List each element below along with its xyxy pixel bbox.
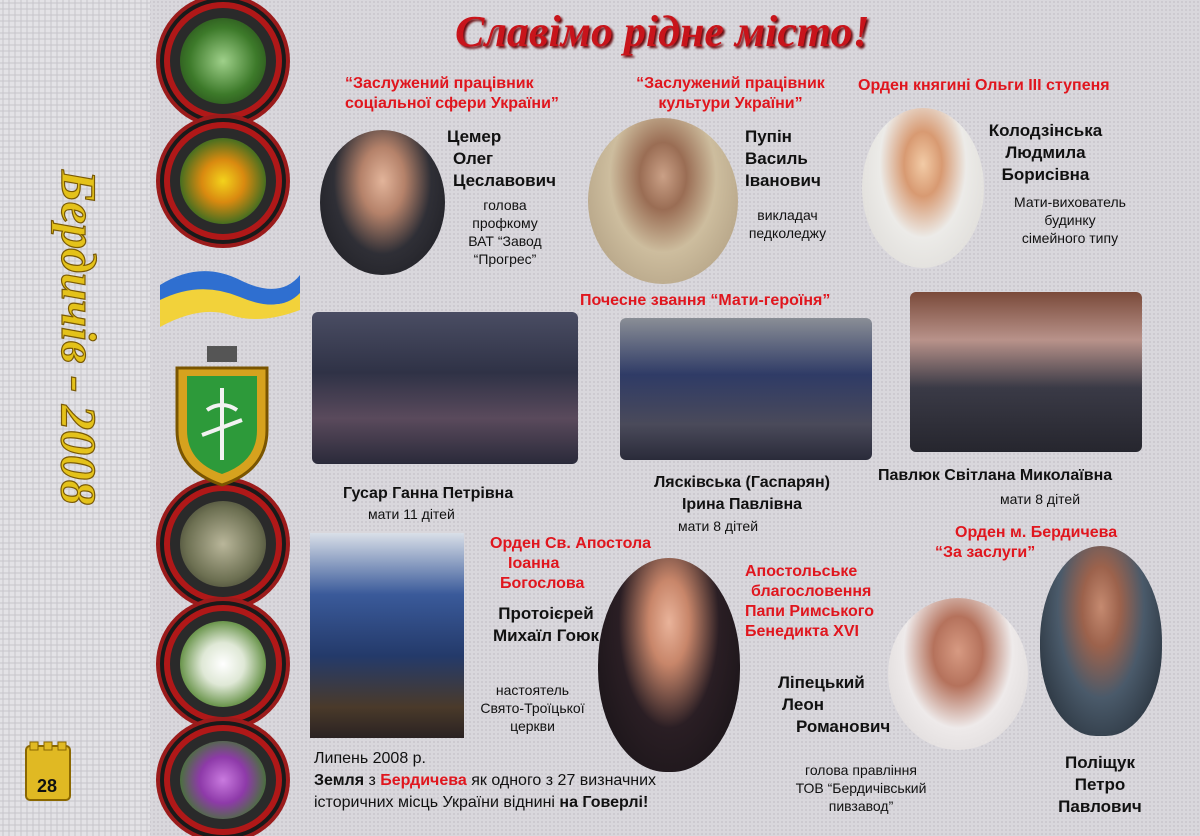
desc-line: ВАТ “Завод bbox=[468, 233, 542, 249]
name-line: Борисівна bbox=[1001, 165, 1090, 184]
portrait-photo bbox=[888, 598, 1028, 750]
award-line: Папи Римського bbox=[745, 603, 875, 620]
portrait-photo bbox=[862, 108, 984, 268]
caption-place: на Говерлі! bbox=[559, 794, 649, 811]
desc-line: церкви bbox=[510, 718, 555, 734]
side-title-text: Бердичів - 2008 bbox=[51, 170, 107, 506]
portrait-photo bbox=[588, 118, 738, 284]
person-name bbox=[778, 672, 890, 738]
name-line: Ірина Павлівна bbox=[681, 496, 803, 513]
coat-of-arms-icon bbox=[162, 340, 282, 490]
caption-date: Липень 2008 р. bbox=[314, 750, 426, 767]
award-title: “Заслужений працівник культури України” bbox=[636, 75, 825, 112]
person-description bbox=[735, 206, 840, 242]
caption-line bbox=[314, 770, 656, 792]
name-line: Пупін bbox=[745, 127, 792, 146]
caption-city: Бердичева bbox=[380, 772, 467, 789]
award-title: Орден княгині Ольги ІІІ ступеня bbox=[858, 77, 1110, 94]
caption-text: як одного з 27 визначних bbox=[466, 772, 657, 789]
award-line: Бенедикта XVI bbox=[745, 623, 859, 640]
name-line: Петро bbox=[1074, 775, 1126, 794]
desc-line: пивзавод” bbox=[828, 798, 894, 814]
name-line: Ліпецький bbox=[778, 673, 865, 692]
name-line: Лясківська (Гаспарян) bbox=[654, 474, 830, 491]
desc-line: “Прогрес” bbox=[473, 251, 537, 267]
flower-medallion bbox=[164, 122, 282, 240]
person-description bbox=[465, 681, 600, 735]
family-description: мати 8 дітей bbox=[1000, 491, 1081, 507]
desc-line: настоятель bbox=[495, 682, 570, 698]
award-line: Богослова bbox=[500, 575, 585, 592]
award-title bbox=[745, 562, 874, 642]
name-line: Романович bbox=[796, 717, 891, 736]
event-photo bbox=[310, 533, 464, 738]
name-line: Іванович bbox=[745, 171, 821, 190]
flower-medallion bbox=[164, 605, 282, 723]
name-line: Леон bbox=[782, 695, 825, 714]
family-name: Павлюк Світлана Миколаївна bbox=[878, 467, 1113, 484]
portrait-photo bbox=[320, 130, 445, 275]
name-line: Михаїл Гоюк bbox=[492, 626, 600, 645]
award-line: Орден Св. Апостола bbox=[490, 535, 652, 552]
award-title: “Заслужений працівник соціальної сфери України” bbox=[345, 75, 559, 112]
name-line: Цеславович bbox=[453, 171, 556, 190]
award-line: Іоанна bbox=[508, 555, 560, 572]
name-line: Поліщук bbox=[1064, 753, 1135, 772]
portrait-photo bbox=[598, 558, 740, 772]
flower-medallions-column bbox=[150, 0, 300, 836]
name-line: Колодзінська bbox=[988, 121, 1103, 140]
name-line: Павлович bbox=[1058, 797, 1142, 816]
desc-line: викладач bbox=[757, 207, 818, 223]
family-photo bbox=[312, 312, 578, 464]
desc-line: педколеджу bbox=[748, 225, 827, 241]
desc-line: Свято-Троїцької bbox=[480, 700, 585, 716]
award-line: Апостольське bbox=[745, 563, 858, 580]
caption-text: з bbox=[364, 772, 381, 789]
desc-line: Мати-вихователь bbox=[1014, 194, 1126, 210]
name-line: Протоієрей bbox=[498, 604, 594, 623]
desc-line: ТОВ “Бердичівський bbox=[795, 780, 927, 796]
flower-medallion bbox=[164, 485, 282, 603]
person-name bbox=[1040, 752, 1160, 818]
caption-text: Земля bbox=[314, 772, 365, 789]
person-name bbox=[745, 126, 821, 192]
person-name bbox=[447, 126, 556, 192]
desc-line: голова bbox=[483, 197, 527, 213]
caption-line bbox=[314, 792, 656, 814]
side-title-vertical bbox=[40, 170, 107, 650]
award-title: Почесне звання “Мати-героїня” bbox=[580, 292, 831, 309]
caption-text: історичних місць України віднині bbox=[314, 794, 560, 811]
portrait-photo bbox=[1040, 546, 1162, 736]
name-line: Людмила bbox=[1005, 143, 1086, 162]
name-line: Василь bbox=[745, 149, 808, 168]
desc-line: профкому bbox=[472, 215, 538, 231]
family-name bbox=[632, 472, 852, 516]
award-line: благословення bbox=[751, 583, 872, 600]
page-number: 28 bbox=[37, 776, 58, 796]
award-line: Орден м. Бердичева bbox=[955, 524, 1118, 541]
person-name bbox=[983, 120, 1108, 186]
family-photo bbox=[620, 318, 872, 460]
family-description: мати 8 дітей bbox=[678, 518, 759, 534]
name-line: Цемер bbox=[447, 127, 502, 146]
name-line: Олег bbox=[453, 149, 494, 168]
person-name bbox=[484, 603, 608, 647]
family-photo bbox=[910, 292, 1142, 452]
person-description bbox=[450, 196, 560, 268]
person-description bbox=[776, 761, 946, 815]
flag-ribbon-icon bbox=[150, 255, 300, 335]
desc-line: будинку bbox=[1044, 212, 1096, 228]
desc-line: голова правління bbox=[805, 762, 917, 778]
event-caption bbox=[314, 748, 656, 814]
page-title: Славімо рідне місто! bbox=[455, 7, 870, 56]
person-description bbox=[1000, 193, 1140, 247]
flower-medallion bbox=[164, 725, 282, 835]
award-line: “За заслуги” bbox=[935, 544, 1036, 561]
flower-medallion bbox=[164, 2, 282, 120]
family-name: Гусар Ганна Петрівна bbox=[343, 485, 514, 502]
family-description: мати 11 дітей bbox=[368, 506, 455, 522]
desc-line: сімейного типу bbox=[1021, 230, 1119, 246]
